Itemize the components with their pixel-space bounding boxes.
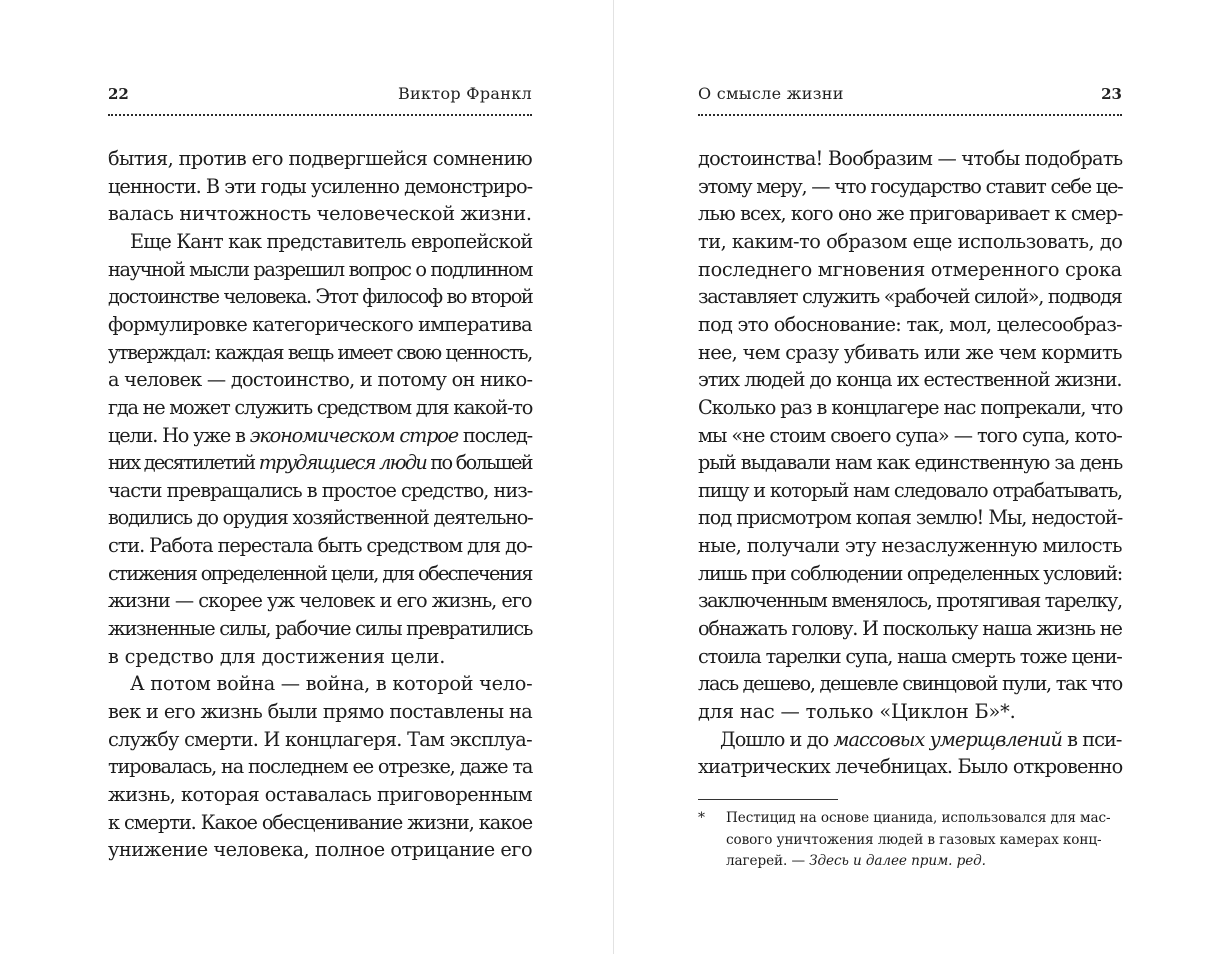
text-line: обнажать голову. И поскольку наша жизнь не (698, 617, 1122, 641)
text-line: лью всех, кого оно же приговаривает к смер- (698, 202, 1123, 226)
text-line: стоила тарелки супа, наша смерть тоже цени- (698, 644, 1122, 668)
text-line: к смерти. Какое обесценивание жизни, какое (108, 810, 533, 834)
text-line: пищу и который нам следовало отрабатывать, (698, 478, 1123, 502)
text-line: А потом война — война, в которой чело- (130, 672, 533, 696)
text-segment: по большей (426, 451, 532, 475)
text-line: заключенным вменялось, протягивая тарелку, (698, 589, 1122, 613)
footnote-line: Пестицид на основе цианида, использовался для мас- (726, 810, 1111, 826)
text-line: под присмотром копая землю! Мы, недостой- (698, 506, 1123, 530)
text-line: унижение человека, полное отрицание его (108, 838, 533, 862)
text-line (108, 449, 532, 476)
text-line: ценности. В эти годы усиленно демонстриро- (108, 174, 533, 198)
text-line: рый выдавали нам как единственную за день (698, 451, 1123, 475)
footnote-rule (698, 799, 838, 800)
text-line: службу смерти. И концлагеря. Там эксплуа- (108, 727, 532, 751)
text-line: формулировке категорического императива (108, 312, 532, 336)
footnote-line (726, 851, 1122, 871)
footnote-marker: * (698, 810, 705, 826)
text-line: жизни — скорее уж человек и его жизнь, его (108, 589, 532, 613)
text-line: гда не может служить средством для какой-то (108, 395, 533, 419)
right-header-dotted-rule (698, 114, 1122, 116)
text-line: достоинства! Вообразим — чтобы подобрать (698, 147, 1123, 170)
text-line: тировалась, на последнем ее отрезке, даже та (108, 755, 533, 779)
text-segment: послед- (457, 423, 532, 447)
text-line: утверждал: каждая вещь имеет свою ценность, (108, 340, 532, 364)
text-line: мы «не стоим своего супа» — того супа, кото- (698, 423, 1122, 447)
italic-phrase: трудящиеся люди (258, 451, 427, 475)
text-line: части превращались в простое средство, низ- (108, 478, 533, 502)
text-line: лась дешево, дешевле свинцовой пули, так что (698, 672, 1122, 696)
text-line: жизнь, которая оставалась приговоренным (108, 782, 533, 806)
left-page (0, 0, 614, 954)
page-number-right: 23 (1101, 85, 1122, 103)
chapter-running-title: О смысле жизни (698, 84, 844, 103)
text-line: век и его жизнь были прямо поставлены на (108, 700, 533, 723)
editor-note: Здесь и далее прим. ред. (809, 853, 986, 869)
text-line: ные, получали эту незаслуженную милость (698, 534, 1122, 558)
left-header-dotted-rule (108, 114, 532, 116)
author-running-title: Виктор Франкл (397, 84, 532, 103)
text-segment: Дошло и до (720, 727, 834, 751)
text-line: этих людей до конца их естественной жизни. (698, 368, 1122, 392)
text-segment: цели. Но уже в (108, 423, 250, 447)
text-line: заставляет служить «рабочей силой», подводя (698, 285, 1122, 309)
text-line: хиатрических лечебницах. Было откровенно (698, 755, 1123, 779)
text-line (720, 726, 1122, 753)
text-line: этому меру, — что государство ставит себе це- (698, 174, 1123, 198)
page-number-left: 22 (108, 85, 129, 103)
text-line: в средство для достижения цели. (108, 644, 446, 668)
text-line: валась ничтожность человеческой жизни. (108, 202, 532, 226)
text-line: жизненные силы, рабочие силы превратились (108, 617, 533, 641)
text-line: стижения определенной цели, для обеспечения (108, 561, 532, 585)
text-line: а человек — достоинство, и потому он нико- (108, 368, 533, 392)
text-line: водились до орудия хозяйственной деятельно- (108, 506, 533, 530)
text-line: последнего мгновения отмеренного срока (698, 257, 1122, 281)
text-line: Еще Кант как представитель европейской (130, 229, 533, 253)
text-segment: них десятилетий (108, 451, 259, 475)
text-line: нее, чем сразу убивать или же чем кормить (698, 340, 1122, 364)
text-line: достоинстве человека. Этот философ во второй (108, 285, 533, 309)
italic-phrase: массовых умерщвлений (833, 727, 1062, 751)
text-line: Сколько раз в концлагере нас попрекали, что (698, 395, 1123, 419)
footnote-line: сового уничтожения людей в газовых камерах конц- (726, 831, 1102, 848)
text-line: под это обоснование: так, мол, целесообраз- (698, 312, 1122, 336)
text-line: лишь при соблюдении определенных условий: (698, 561, 1122, 585)
footnote-text: лагерей. — (726, 853, 810, 869)
italic-phrase: экономическом строе (249, 423, 458, 447)
text-line: сти. Работа перестала быть средством для до- (108, 534, 532, 558)
left-running-head (108, 83, 532, 105)
text-line: научной мысли разрешил вопрос о подлинном (108, 257, 533, 281)
text-line: ти, каким-то образом еще использовать, до (698, 229, 1123, 253)
text-line: для нас — только «Циклон Б»*. (698, 700, 1016, 723)
text-line (108, 422, 532, 449)
right-page (616, 0, 1230, 954)
text-line: бытия, против его подвергшейся сомнению (108, 147, 533, 170)
text-segment: в пси- (1061, 727, 1122, 751)
right-running-head (698, 83, 1122, 105)
